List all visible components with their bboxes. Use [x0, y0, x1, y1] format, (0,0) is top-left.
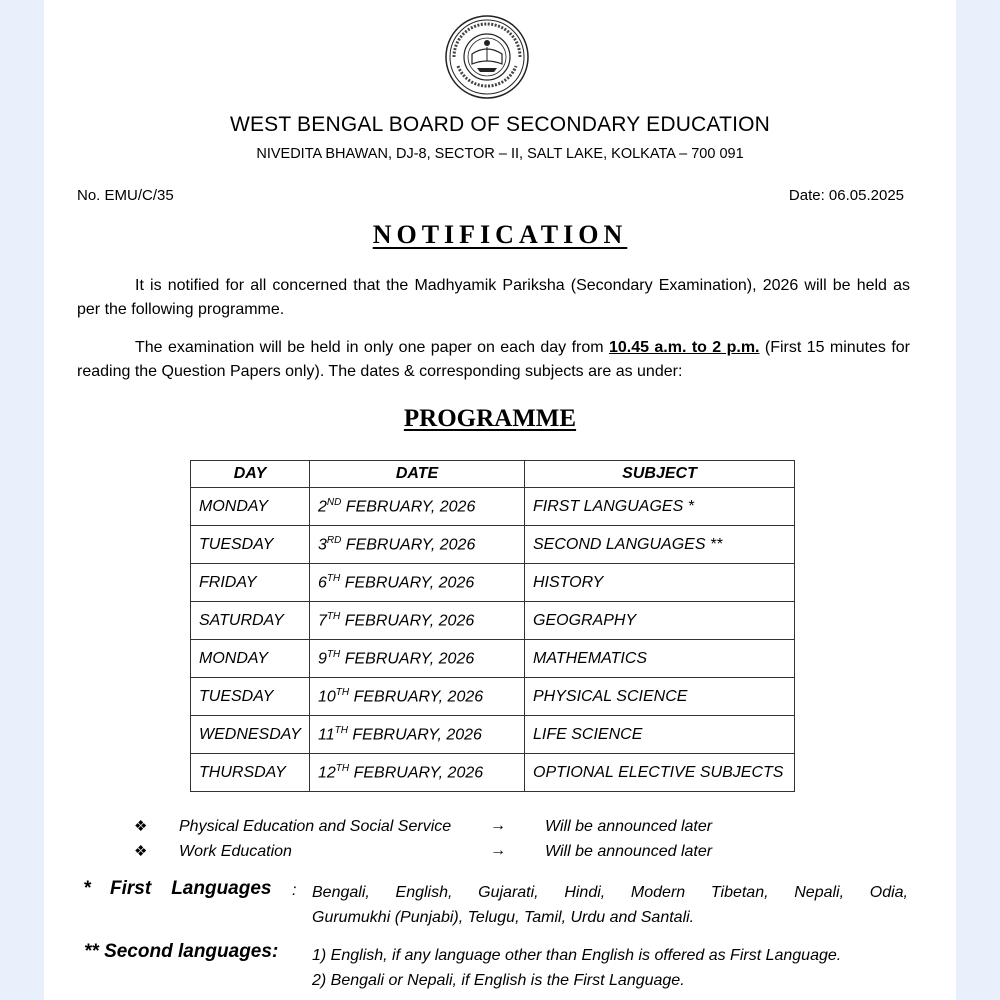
first-languages-word1: First [110, 878, 152, 899]
cell-subject: HISTORY [525, 564, 795, 602]
arrow-right-icon: → [490, 817, 506, 834]
cell-day: MONDAY [191, 488, 310, 526]
cell-date [310, 640, 525, 678]
date-month-year: FEBRUARY, 2026 [349, 764, 484, 782]
second-languages-line1: 1) English, if any language other than English is offered as First Language. [312, 947, 842, 964]
first-languages-colon: : [292, 882, 297, 899]
date-day-number: 11 [318, 726, 335, 744]
cell-date [310, 564, 525, 602]
date-month-year: FEBRUARY, 2026 [341, 536, 476, 554]
cell-date [310, 754, 525, 792]
list-item [134, 841, 834, 866]
programme-heading-text: PROGRAMME [403, 405, 577, 432]
cell-day: FRIDAY [191, 564, 310, 602]
cell-subject: SECOND LANGUAGES ** [525, 526, 795, 564]
date-month-year: FEBRUARY, 2026 [347, 726, 482, 744]
date-ordinal-suffix: TH [326, 648, 341, 660]
diamond-bullet-icon: ❖ [134, 818, 148, 835]
table-row [191, 488, 795, 526]
header-subject: SUBJECT [525, 461, 795, 488]
date-month-year: FEBRUARY, 2026 [340, 574, 475, 592]
header-day: DAY [191, 461, 310, 488]
intro-text: It is notified for all concerned that the Madhyamik Pariksha (Secondary Examination), 2026 will be held as per the following programme. [77, 277, 910, 318]
date-month-year: FEBRUARY, 2026 [341, 498, 476, 516]
notification-heading [44, 220, 956, 250]
cell-day: THURSDAY [191, 754, 310, 792]
table-row [191, 754, 795, 792]
date-day-number: 2 [318, 498, 327, 516]
board-address: NIVEDITA BHAWAN, DJ-8, SECTOR – II, SALT LAKE, KOLKATA – 700 091 [256, 146, 744, 162]
table-row [191, 526, 795, 564]
cell-subject: FIRST LANGUAGES * [525, 488, 795, 526]
cell-subject: OPTIONAL ELECTIVE SUBJECTS [525, 754, 795, 792]
date-day-number: 7 [318, 612, 327, 630]
board-name: WEST BENGAL BOARD OF SECONDARY EDUCATION [229, 113, 771, 136]
date-month-year: FEBRUARY, 2026 [340, 650, 475, 668]
date-ordinal-suffix: TH [326, 610, 341, 622]
date-month-year: FEBRUARY, 2026 [349, 688, 484, 706]
second-languages-line2: 2) Bengali or Nepali, if English is the First Language. [312, 972, 685, 989]
date-ordinal-suffix: TH [335, 762, 350, 774]
second-languages-list [312, 943, 932, 993]
table-row [191, 678, 795, 716]
cell-date [310, 602, 525, 640]
note-label: Work Education [179, 843, 292, 860]
cell-day: MONDAY [191, 640, 310, 678]
notification-page [44, 0, 956, 1000]
cell-subject: LIFE SCIENCE [525, 716, 795, 754]
arrow-right-icon: → [490, 842, 506, 859]
programme-table [190, 460, 795, 792]
cell-day: TUESDAY [191, 526, 310, 564]
date-ordinal-suffix: RD [326, 534, 342, 546]
timing-paragraph [77, 336, 910, 384]
table-row [191, 564, 795, 602]
date-day-number: 9 [318, 650, 327, 668]
date-ordinal-suffix: TH [326, 572, 341, 584]
table-row [191, 602, 795, 640]
notification-date: Date: 06.05.2025 [788, 187, 904, 204]
date-ordinal-suffix: TH [334, 724, 348, 736]
diamond-bullet-icon: ❖ [134, 843, 148, 860]
cell-day: WEDNESDAY [191, 716, 310, 754]
first-languages-line1: Bengali, English, Gujarati, Hindi, Modern Tibetan, Nepali, Odia, [312, 884, 908, 901]
cell-subject: MATHEMATICS [525, 640, 795, 678]
first-languages-line2: Gurumukhi (Punjabi), Telugu, Tamil, Urdu and Santali. [312, 909, 695, 926]
header-date: DATE [310, 461, 525, 488]
date-month-year: FEBRUARY, 2026 [340, 612, 475, 630]
date-day-number: 3 [318, 536, 327, 554]
table-row [191, 640, 795, 678]
first-languages-marker: * [84, 878, 92, 899]
cell-subject: GEOGRAPHY [525, 602, 795, 640]
table-header-row [191, 461, 795, 488]
cell-subject: PHYSICAL SCIENCE [525, 678, 795, 716]
timing-text-before: The examination will be held in only one paper on each day from [135, 339, 609, 356]
intro-paragraph [77, 274, 910, 322]
board-seal-icon [444, 14, 530, 100]
programme-heading [44, 405, 936, 433]
exam-time: 10.45 a.m. to 2 p.m. [608, 339, 760, 356]
list-item [134, 816, 834, 841]
first-languages-list [312, 880, 908, 930]
date-day-number: 12 [318, 764, 336, 782]
cell-date [310, 526, 525, 564]
cell-day: SATURDAY [191, 602, 310, 640]
cell-date [310, 488, 525, 526]
reference-number: No. EMU/C/35 [77, 187, 174, 204]
cell-date [310, 716, 525, 754]
table-row [191, 716, 795, 754]
date-day-number: 6 [318, 574, 327, 592]
notification-heading-text: NOTIFICATION [372, 220, 628, 249]
first-languages-word2: Languages [171, 878, 272, 899]
notes-list [134, 816, 834, 866]
date-ordinal-suffix: TH [335, 686, 350, 698]
date-ordinal-suffix: ND [326, 496, 342, 508]
date-day-number: 10 [318, 688, 336, 706]
note-status: Will be announced later [545, 818, 713, 835]
note-label: Physical Education and Social Service [179, 818, 452, 835]
second-languages-label: ** Second languages: [84, 941, 279, 962]
note-status: Will be announced later [545, 843, 713, 860]
timing-text-after: (First 15 minutes for reading the Question Papers only). The dates & corresponding subjects are as under: [77, 339, 911, 380]
cell-day: TUESDAY [191, 678, 310, 716]
cell-date [310, 678, 525, 716]
first-languages-label [84, 878, 272, 900]
